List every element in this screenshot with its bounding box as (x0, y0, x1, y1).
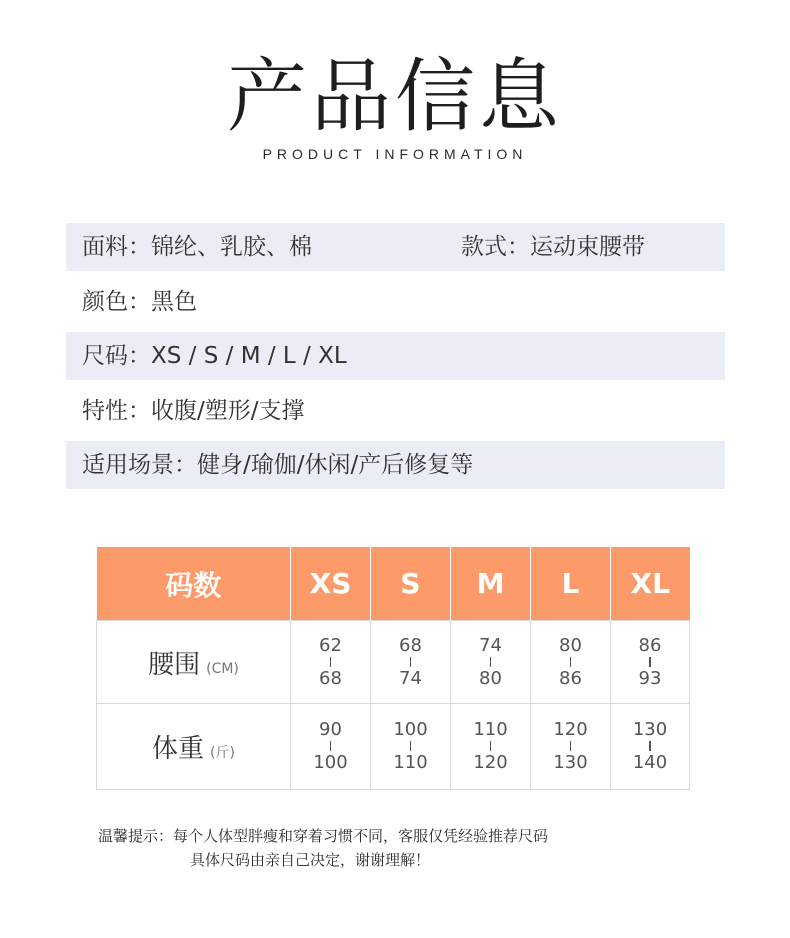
weight-range-xs (313, 720, 347, 773)
range-max: 130 (553, 752, 588, 773)
tips-note (98, 824, 548, 872)
range-cell (451, 621, 531, 704)
range-divider (649, 657, 651, 667)
range-cell (451, 704, 531, 790)
page-subtitle: PRODUCT INFORMATION (262, 146, 528, 162)
row-label-cell (97, 704, 291, 790)
range-cell (291, 704, 371, 790)
range-min: 110 (473, 719, 508, 740)
waist-range-xl (639, 636, 662, 689)
table-row-weight (97, 704, 690, 790)
row-label-waist: 腰围 (148, 649, 201, 680)
range-divider (490, 741, 492, 751)
range-divider (570, 657, 572, 667)
range-max: 120 (473, 752, 508, 773)
waist-range-s (399, 636, 422, 689)
range-min: 90 (319, 719, 342, 740)
info-size: 尺码：XS / S / M / L / XL (82, 343, 347, 369)
row-unit-waist: (CM) (206, 660, 239, 677)
table-row-waist (97, 621, 690, 704)
weight-range-s (393, 720, 427, 773)
header-size-s: S (371, 547, 451, 621)
range-min: 74 (479, 634, 502, 656)
info-row-feature (66, 387, 725, 435)
range-min: 80 (559, 634, 582, 656)
size-chart-header-row (97, 547, 690, 621)
waist-range-l (559, 636, 582, 689)
range-cell (371, 621, 451, 704)
weight-range-xl (633, 720, 667, 773)
range-max: 68 (319, 667, 342, 689)
range-min: 68 (399, 634, 422, 656)
range-divider (410, 741, 412, 751)
header-size-xl: XL (611, 547, 690, 621)
range-cell (611, 621, 690, 704)
info-material: 面料：锦纶、乳胶、棉 (82, 234, 312, 260)
range-min: 86 (638, 634, 662, 656)
range-divider (330, 741, 332, 751)
header-size-xs: XS (291, 547, 371, 621)
range-cell (531, 621, 611, 704)
info-row-size (66, 332, 725, 380)
info-usage: 适用场景：健身/瑜伽/休闲/产后修复等 (82, 452, 474, 478)
range-cell (611, 704, 690, 790)
range-divider (649, 741, 651, 751)
range-cell (371, 704, 451, 790)
range-divider (570, 741, 572, 751)
range-max: 80 (479, 667, 502, 689)
row-label-cell (97, 621, 291, 704)
info-style: 款式：运动束腰带 (461, 234, 645, 260)
product-info-list (66, 223, 725, 496)
range-max: 93 (638, 667, 662, 689)
info-row-material (66, 223, 725, 271)
range-min: 130 (632, 719, 668, 740)
size-chart-table (96, 547, 690, 790)
range-divider (490, 657, 492, 667)
page-title: 产品信息 (227, 50, 563, 143)
waist-range-m (479, 636, 502, 689)
info-feature: 特性：收腹/塑形/支撑 (82, 397, 305, 424)
range-max: 140 (632, 752, 668, 773)
weight-range-l (553, 720, 587, 773)
range-cell (291, 621, 371, 704)
info-row-color (66, 278, 725, 326)
header-size-m: M (451, 547, 531, 621)
range-min: 62 (319, 634, 342, 656)
range-divider (330, 657, 332, 667)
row-unit-weight: (斤) (210, 745, 235, 761)
tips-line-2: 具体尺码由亲自己决定，谢谢理解！ (190, 851, 431, 869)
range-max: 74 (399, 667, 422, 689)
range-divider (410, 657, 412, 667)
header-size-l: L (531, 547, 611, 621)
info-row-usage (66, 441, 725, 489)
range-cell (531, 704, 611, 790)
range-max: 110 (393, 752, 428, 773)
range-max: 100 (313, 752, 348, 773)
info-color: 颜色：黑色 (82, 288, 197, 315)
range-max: 86 (559, 667, 582, 689)
row-label-weight: 体重 (152, 734, 205, 764)
tips-line-1: 温馨提示：每个人体型胖瘦和穿着习惯不同，客服仅凭经验推荐尺码 (98, 827, 549, 845)
waist-range-xs (319, 636, 342, 689)
weight-range-m (473, 720, 507, 773)
range-min: 120 (553, 719, 588, 740)
header-size-label: 码数 (97, 547, 291, 621)
range-min: 100 (393, 719, 428, 740)
page-header (0, 52, 790, 162)
